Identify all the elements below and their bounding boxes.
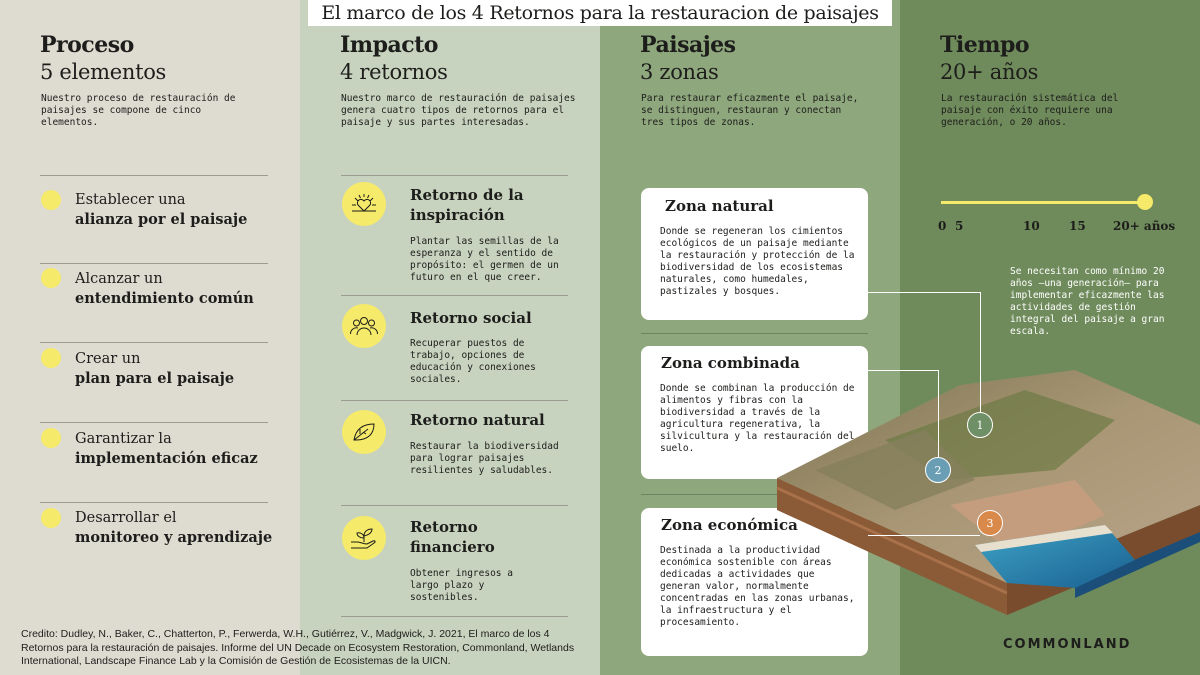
landscapes-subheading: 3 zonas: [640, 60, 719, 84]
heart-sun-icon: [342, 182, 386, 226]
timeline-label: 0: [938, 219, 947, 233]
impact-heading: Impacto: [340, 32, 438, 58]
zone-marker-2: 2: [925, 457, 951, 483]
process-description: Nuestro proceso de restauración de paisajes se compone de cinco elementos.: [41, 93, 236, 128]
credit-text: Credito: Dudley, N., Baker, C., Chatterton, P., Ferwerda, W.H., Gutiérrez, V., Madgwick, J. 2021, El marco de los 4 Retornos para la restauración de paisajes. Informe del UN Decade on Ecosystem Restoration, Commonland, Wetlands International, Landscape Finance Lab y la Comisión de Gestión de Ecosistemas de la UICN.: [21, 628, 575, 667]
timeline-label: 15: [1069, 219, 1086, 233]
leader-line: [938, 370, 939, 457]
landscape-illustration: [775, 330, 1200, 615]
zone-description: Destinada a la productividad económica sostenible con áreas dedicadas a actividades que generan valor, normalmente concentradas en las zonas urbanas, la infraestructura y el procesamiento.: [660, 545, 855, 628]
bullet-dot: [41, 268, 61, 288]
zone-marker-1: 1: [967, 412, 993, 438]
leader-line: [868, 292, 980, 293]
leader-line: [868, 535, 980, 536]
time-description: La restauración sistemática del paisaje con éxito requiere una generación, o 20 años.: [941, 93, 1119, 128]
divider: [341, 616, 568, 617]
hand-plant-icon: [342, 516, 386, 560]
timeline-label: 10: [1023, 219, 1040, 233]
leaf-icon: [342, 410, 386, 454]
bullet-dot: [41, 428, 61, 448]
page-title: El marco de los 4 Retornos para la restauracion de paisajes: [308, 0, 892, 26]
return-description: Obtener ingresos a largo plazo y sostenibles.: [410, 568, 513, 603]
timeline-note: Se necesitan como mínimo 20 años —una generación— para implementar eficazmente las actividades de gestión integral del paisaje a gran escala.: [1010, 266, 1165, 337]
leader-line: [868, 370, 938, 371]
impact-subheading: 4 retornos: [340, 60, 448, 84]
leader-line: [980, 292, 981, 412]
impact-description: Nuestro marco de restauración de paisajes genera cuatro tipos de retornos para el paisaje y sus partes interesadas.: [341, 93, 576, 128]
zone-description: Donde se combinan la producción de alimentos y fibras con la biodiversidad a través de la agricultura regenerativa, la silvicultura y la restauración del suelo.: [660, 383, 855, 454]
landscapes-heading: Paisajes: [640, 32, 736, 58]
return-title: Retorno social: [410, 309, 532, 327]
landscapes-description: Para restaurar eficazmente el paisaje, se distinguen, restauran y conectan tres tipos de zonas.: [641, 93, 859, 128]
process-subheading: 5 elementos: [40, 60, 167, 84]
process-item: Desarrollar el monitoreo y aprendizaje: [75, 510, 273, 546]
zone-title: Zona natural: [665, 197, 774, 215]
zone-title: Zona combinada: [661, 354, 800, 372]
divider: [40, 175, 268, 176]
bullet-dot: [41, 348, 61, 368]
divider: [40, 342, 268, 343]
zone-card-natural: [641, 188, 868, 320]
return-title: Retorno de la inspiración: [410, 186, 524, 224]
divider: [40, 502, 268, 503]
process-item: Garantizar la implementación eficaz: [75, 431, 258, 467]
bullet-dot: [41, 508, 61, 528]
return-description: Plantar las semillas de la esperanza y el sentido de propósito: el germen de un futuro en el que creer.: [410, 236, 559, 283]
process-item: Alcanzar un entendimiento común: [75, 271, 254, 307]
divider: [341, 400, 568, 401]
divider: [341, 295, 568, 296]
timeline-bar: [941, 201, 1149, 204]
people-icon: [342, 304, 386, 348]
divider: [40, 422, 268, 423]
brand-logo: COMMONLAND: [1003, 637, 1132, 652]
time-heading: Tiempo: [940, 32, 1030, 58]
divider: [40, 263, 268, 264]
divider: [341, 505, 568, 506]
bullet-dot: [41, 190, 61, 210]
zone-title: Zona económica: [661, 516, 798, 534]
time-subheading: 20+ años: [940, 60, 1039, 84]
return-title: Retorno financiero: [410, 518, 495, 556]
process-heading: Proceso: [40, 32, 134, 58]
process-item: Establecer una alianza por el paisaje: [75, 192, 248, 228]
timeline-marker: [1137, 194, 1153, 210]
timeline-label: 20+ años: [1113, 219, 1176, 233]
divider: [341, 175, 568, 176]
timeline-label: 5: [955, 219, 964, 233]
process-item: Crear un plan para el paisaje: [75, 351, 235, 387]
zone-marker-3: 3: [977, 510, 1003, 536]
return-description: Recuperar puestos de trabajo, opciones de educación y conexiones sociales.: [410, 338, 536, 385]
return-title: Retorno natural: [410, 411, 545, 429]
return-description: Restaurar la biodiversidad para lograr paisajes resilientes y saludables.: [410, 441, 559, 476]
zone-description: Donde se regeneran los cimientos ecológicos de un paisaje mediante la restauración y protección de la biodiversidad de los ecosistemas naturales, como humedales, pastizales y bosques.: [660, 226, 855, 297]
